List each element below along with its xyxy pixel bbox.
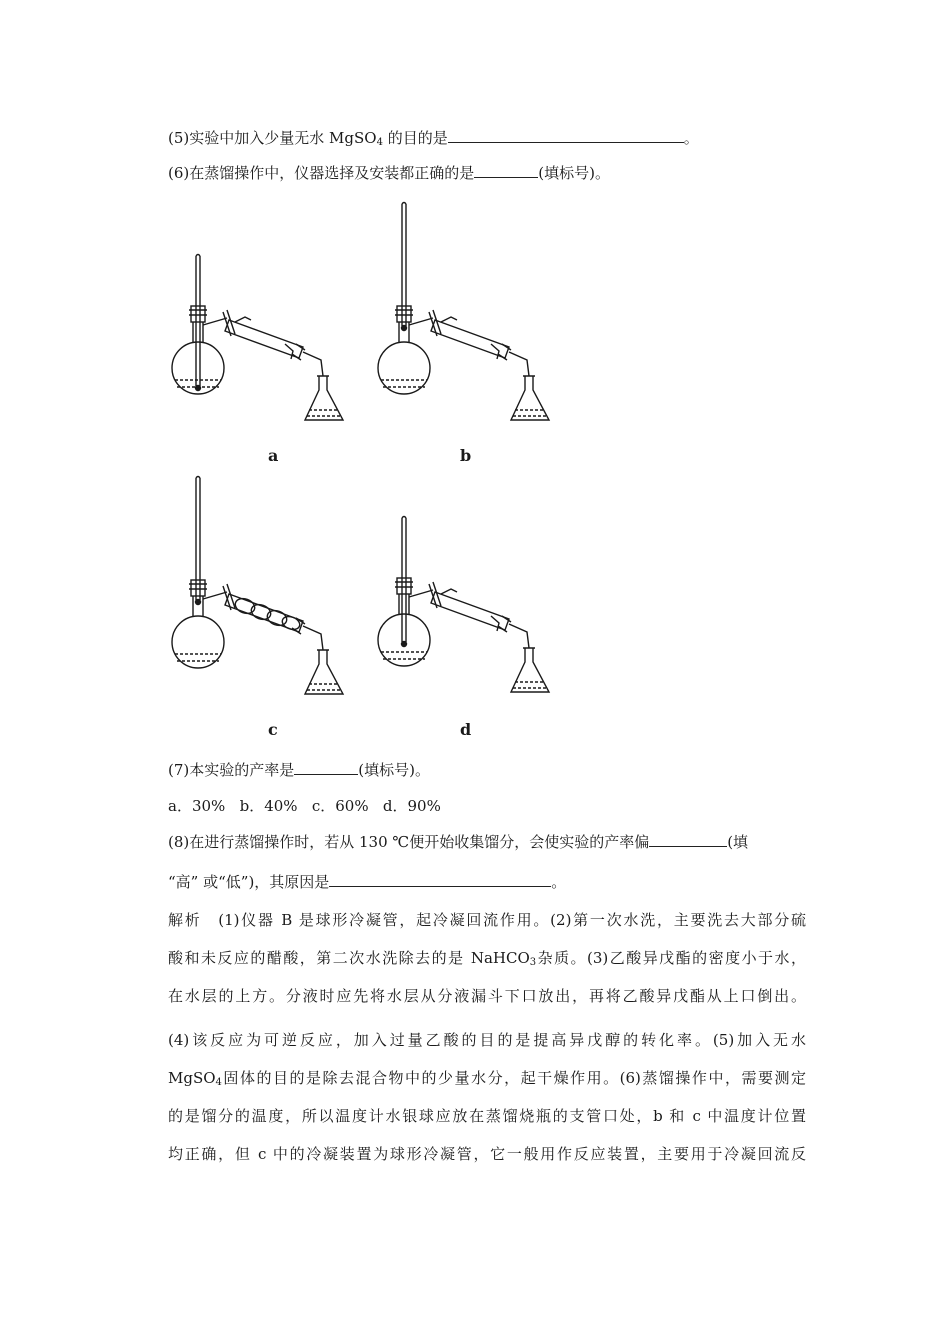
answer-blank-8a[interactable] xyxy=(649,832,727,847)
apparatus-c-figure xyxy=(165,472,370,707)
distillation-apparatus-d-icon xyxy=(358,512,563,707)
apparatus-c-label: c xyxy=(268,720,278,739)
apparatus-d-label: d xyxy=(460,720,472,739)
analysis-line-7: 均正确，但 c 中的冷凝装置为球形冷凝管，它一般用作反应装置，主要用于冷凝回流反 xyxy=(168,1145,806,1163)
question-7: (7)本实验的产率是 (填标号)。 xyxy=(168,761,430,779)
apparatus-d-figure xyxy=(358,512,563,707)
apparatus-b-figure xyxy=(358,200,563,430)
analysis-line-3: 在水层的上方。分液时应先将水层从分液漏斗下口放出，再将乙酸异戊酯从上口倒出。 xyxy=(168,987,806,1005)
apparatus-a-label: a xyxy=(268,446,279,465)
distillation-apparatus-a-icon xyxy=(165,240,370,430)
answer-blank-8b[interactable] xyxy=(329,872,551,887)
analysis-line-4: (4)该反应为可逆反应，加入过量乙酸的目的是提高异戊醇的转化率。(5)加入无水 xyxy=(168,1031,806,1049)
apparatus-b-label: b xyxy=(460,446,472,465)
analysis-line-1: 解析 (1)仪器 B 是球形冷凝管，起冷凝回流作用。(2)第一次水洗，主要洗去大部分硫 xyxy=(168,911,806,929)
question-5: (5)实验中加入少量无水 MgSO$_4$ 的目的是 。 xyxy=(168,129,699,148)
analysis-line-2: 酸和未反应的醋酸，第二次水洗除去的是 NaHCO$_3$杂质。(3)乙酸异戊酯的密度小于水， xyxy=(168,949,806,968)
answer-blank-7[interactable] xyxy=(294,760,358,775)
answer-blank-6[interactable] xyxy=(474,163,538,178)
question-8-line-2: “高” 或“低”)，其原因是 。 xyxy=(168,873,567,891)
distillation-apparatus-c-icon xyxy=(165,472,370,707)
question-7-options: a．30% b．40% c．60% d．90% xyxy=(168,797,441,815)
question-8-line-1: (8)在进行蒸馏操作时，若从 130 ℃便开始收集馏分，会使实验的产率偏 (填 xyxy=(168,833,749,851)
question-6: (6)在蒸馏操作中，仪器选择及安装都正确的是 (填标号)。 xyxy=(168,164,610,182)
analysis-line-5: MgSO$_4$固体的目的是除去混合物中的少量水分，起干燥作用。(6)蒸馏操作中，需要测定 xyxy=(168,1069,806,1088)
analysis-line-6: 的是馏分的温度，所以温度计水银球应放在蒸馏烧瓶的支管口处，b 和 c 中温度计位置 xyxy=(168,1107,806,1125)
distillation-apparatus-b-icon xyxy=(358,200,563,430)
apparatus-a-figure xyxy=(165,240,370,430)
answer-blank-5[interactable] xyxy=(448,128,684,143)
